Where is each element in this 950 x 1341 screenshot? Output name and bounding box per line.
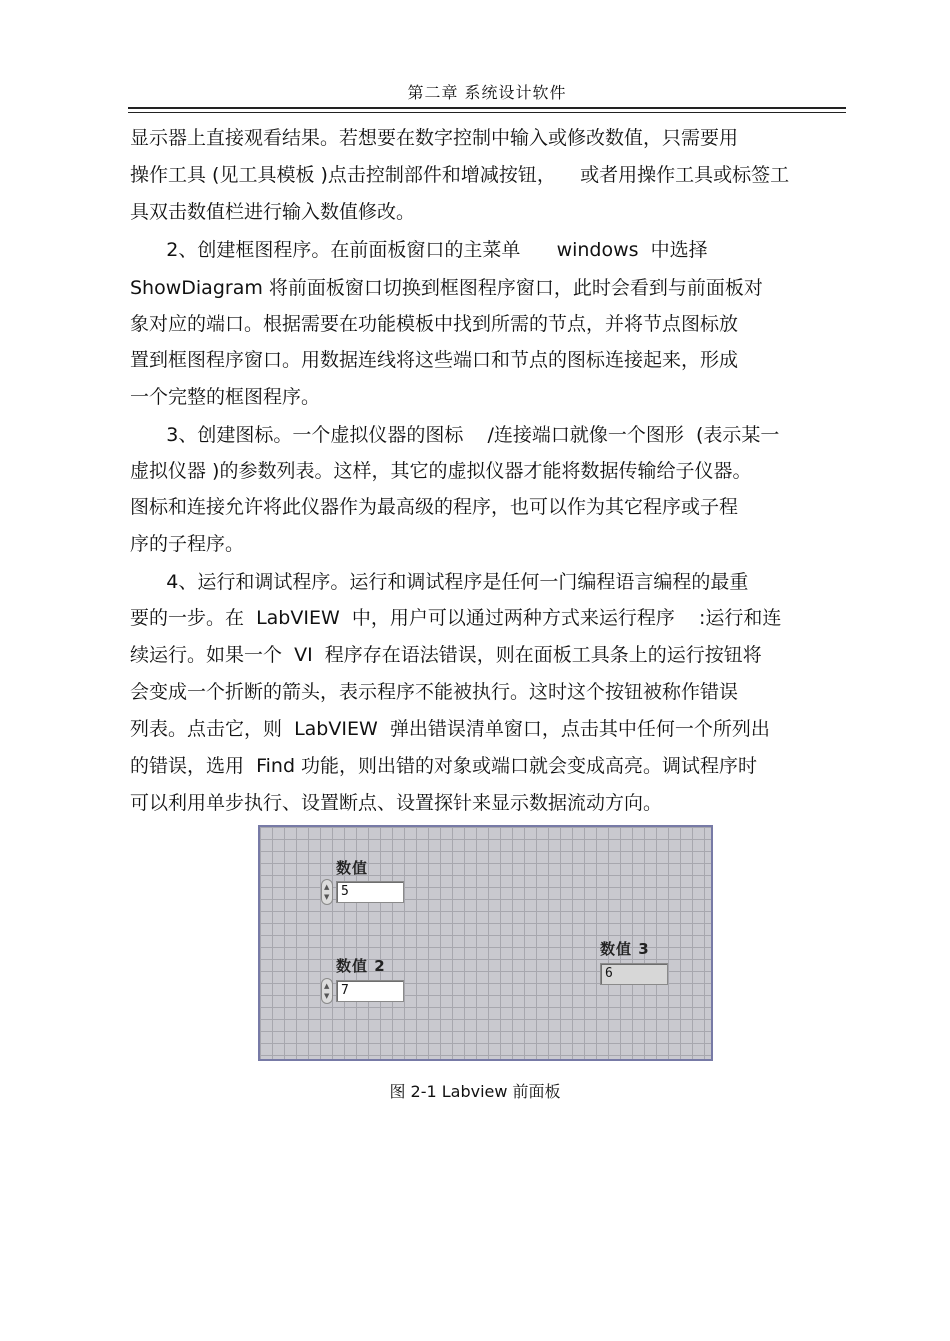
down-arrow-icon[interactable]: ▼ [324, 992, 330, 1000]
body-line: 一个完整的框图程序。 [130, 386, 321, 408]
numeric-indicator-field: 6 [600, 963, 668, 985]
control-label: 数值 [336, 859, 369, 877]
up-arrow-icon[interactable]: ▲ [324, 982, 330, 990]
body-line: 2、创建框图程序。在前面板窗口的主菜单 windows 中选择 [130, 239, 708, 261]
body-line: 序的子程序。 [130, 533, 245, 555]
body-line: 列表。点击它，则 LabVIEW 弹出错误清单窗口，点击其中任何一个所列出 [130, 718, 770, 740]
increment-decrement-buttons[interactable] [321, 879, 333, 905]
body-line: 操作工具 (见工具模板 )点击控制部件和增减按钮， 或者用操作工具或标签工 [130, 164, 790, 186]
body-line: ShowDiagram 将前面板窗口切换到框图程序窗口，此时会看到与前面板对 [130, 277, 763, 299]
body-line: 显示器上直接观看结果。若想要在数字控制中输入或修改数值，只需要用 [130, 127, 739, 149]
body-line: 虚拟仪器 )的参数列表。这样，其它的虚拟仪器才能将数据传输给子仪器。 [130, 460, 752, 482]
increment-decrement-buttons[interactable] [321, 978, 333, 1004]
body-line: 置到框图程序窗口。用数据连线将这些端口和节点的图标连接起来，形成 [130, 349, 739, 371]
body-line: 的错误，选用 Find 功能，则出错的对象或端口就会变成高亮。调试程序时 [130, 755, 758, 777]
body-line: 4、运行和调试程序。运行和调试程序是任何一门编程语言编程的最重 [130, 571, 749, 593]
page-header: 第二章 系统设计软件 [407, 83, 567, 102]
header-rule-thin [128, 112, 846, 113]
figure-caption: 图 2-1 Labview 前面板 [389, 1082, 561, 1101]
body-line: 3、创建图标。一个虚拟仪器的图标 /连接端口就像一个图形 (表示某一 [130, 424, 780, 446]
down-arrow-icon[interactable]: ▼ [324, 893, 330, 901]
up-arrow-icon[interactable]: ▲ [324, 883, 330, 891]
labview-front-panel [258, 825, 713, 1061]
body-line: 象对应的端口。根据需要在功能模板中找到所需的节点，并将节点图标放 [130, 313, 739, 335]
body-line: 会变成一个折断的箭头，表示程序不能被执行。这时这个按钮被称作错误 [130, 681, 739, 703]
body-line: 要的一步。在 LabVIEW 中，用户可以通过两种方式来运行程序 :运行和连 [130, 607, 782, 629]
numeric-control-field[interactable]: 5 [336, 881, 404, 903]
numeric-control-field[interactable]: 7 [336, 980, 404, 1002]
body-line: 图标和连接允许将此仪器作为最高级的程序，也可以作为其它程序或子程 [130, 496, 739, 518]
body-line: 可以利用单步执行、设置断点、设置探针来显示数据流动方向。 [130, 792, 663, 814]
indicator-label: 数值 3 [600, 940, 650, 958]
control-label: 数值 2 [336, 957, 386, 975]
body-line: 具双击数值栏进行输入数值修改。 [130, 201, 416, 223]
header-rule-thick [128, 107, 846, 109]
body-line: 续运行。如果一个 VI 程序存在语法错误，则在面板工具条上的运行按钮将 [130, 644, 762, 666]
